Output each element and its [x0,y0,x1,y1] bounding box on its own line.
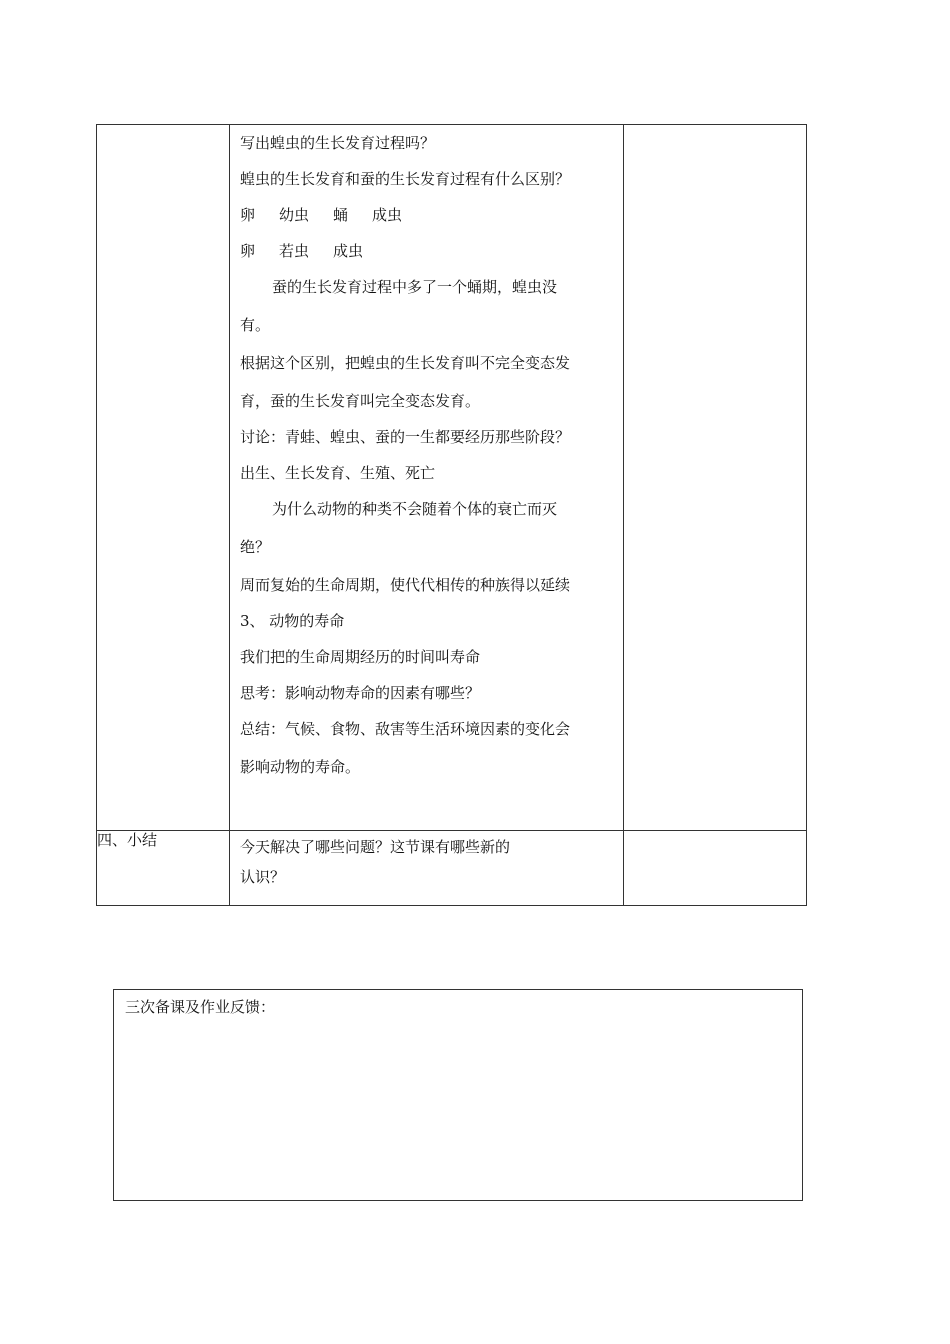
feedback-title: 三次备课及作业反馈： [125,998,276,1016]
lesson-line: 为什么动物的种类不会随着个体的衰亡而灭 [272,500,558,518]
stage-larva: 幼虫 [279,206,310,224]
lesson-line: 讨论：青蛙、蝗虫、蚕的一生都要经历那些阶段？ [240,428,571,446]
notes-cell-empty [624,125,807,831]
stage-pupa: 蛹 [333,206,349,224]
lesson-line: 绝？ [240,538,271,556]
stage-egg: 卵 [240,206,256,224]
locust-stages [240,237,615,273]
lesson-line: 我们把的生命周期经历的时间叫寿命 [240,648,481,666]
lesson-line: 周而复始的生命周期，使代代相传的种族得以延续 [240,576,571,594]
lesson-line: 育，蚕的生长发育叫完全变态发育。 [240,392,481,410]
summary-content-cell [230,831,624,906]
lesson-line: 蚕的生长发育过程中多了一个蛹期，蝗虫没 [272,278,558,296]
lesson-line: 蝗虫的生长发育和蚕的生长发育过程有什么区别？ [240,170,571,188]
lesson-line: 写出蝗虫的生长发育过程吗？ [240,134,436,152]
lesson-line: 有。 [240,316,271,334]
feedback-box [113,989,803,1201]
lesson-line: 总结：气候、食物、敌害等生活环境因素的变化会 [240,720,571,738]
lesson-line: 根据这个区别，把蝗虫的生长发育叫不完全变态发 [240,354,571,372]
stage-label-cell-empty [97,125,230,831]
stage-adult: 成虫 [333,242,364,260]
silkworm-stages [240,201,615,237]
lesson-line: 思考：影响动物寿命的因素有哪些？ [240,684,481,702]
lesson-line: 影响动物的寿命。 [240,758,361,776]
lesson-line: 3、 动物的寿命 [240,612,345,630]
lesson-row-summary [97,831,807,906]
summary-label: 四、小结 [97,831,230,906]
summary-notes-cell-empty [624,831,807,906]
stage-adult: 成虫 [372,206,403,224]
stage-egg: 卵 [240,242,256,260]
stage-nymph: 若虫 [279,242,310,260]
lesson-row-main [97,125,807,831]
lesson-plan-table [96,124,807,906]
summary-line: 今天解决了哪些问题？这节课有哪些新的 [240,838,511,856]
summary-line: 认识？ [240,868,286,886]
lesson-line: 出生、生长发育、生殖、死亡 [240,464,436,482]
lesson-content-cell [230,125,624,831]
